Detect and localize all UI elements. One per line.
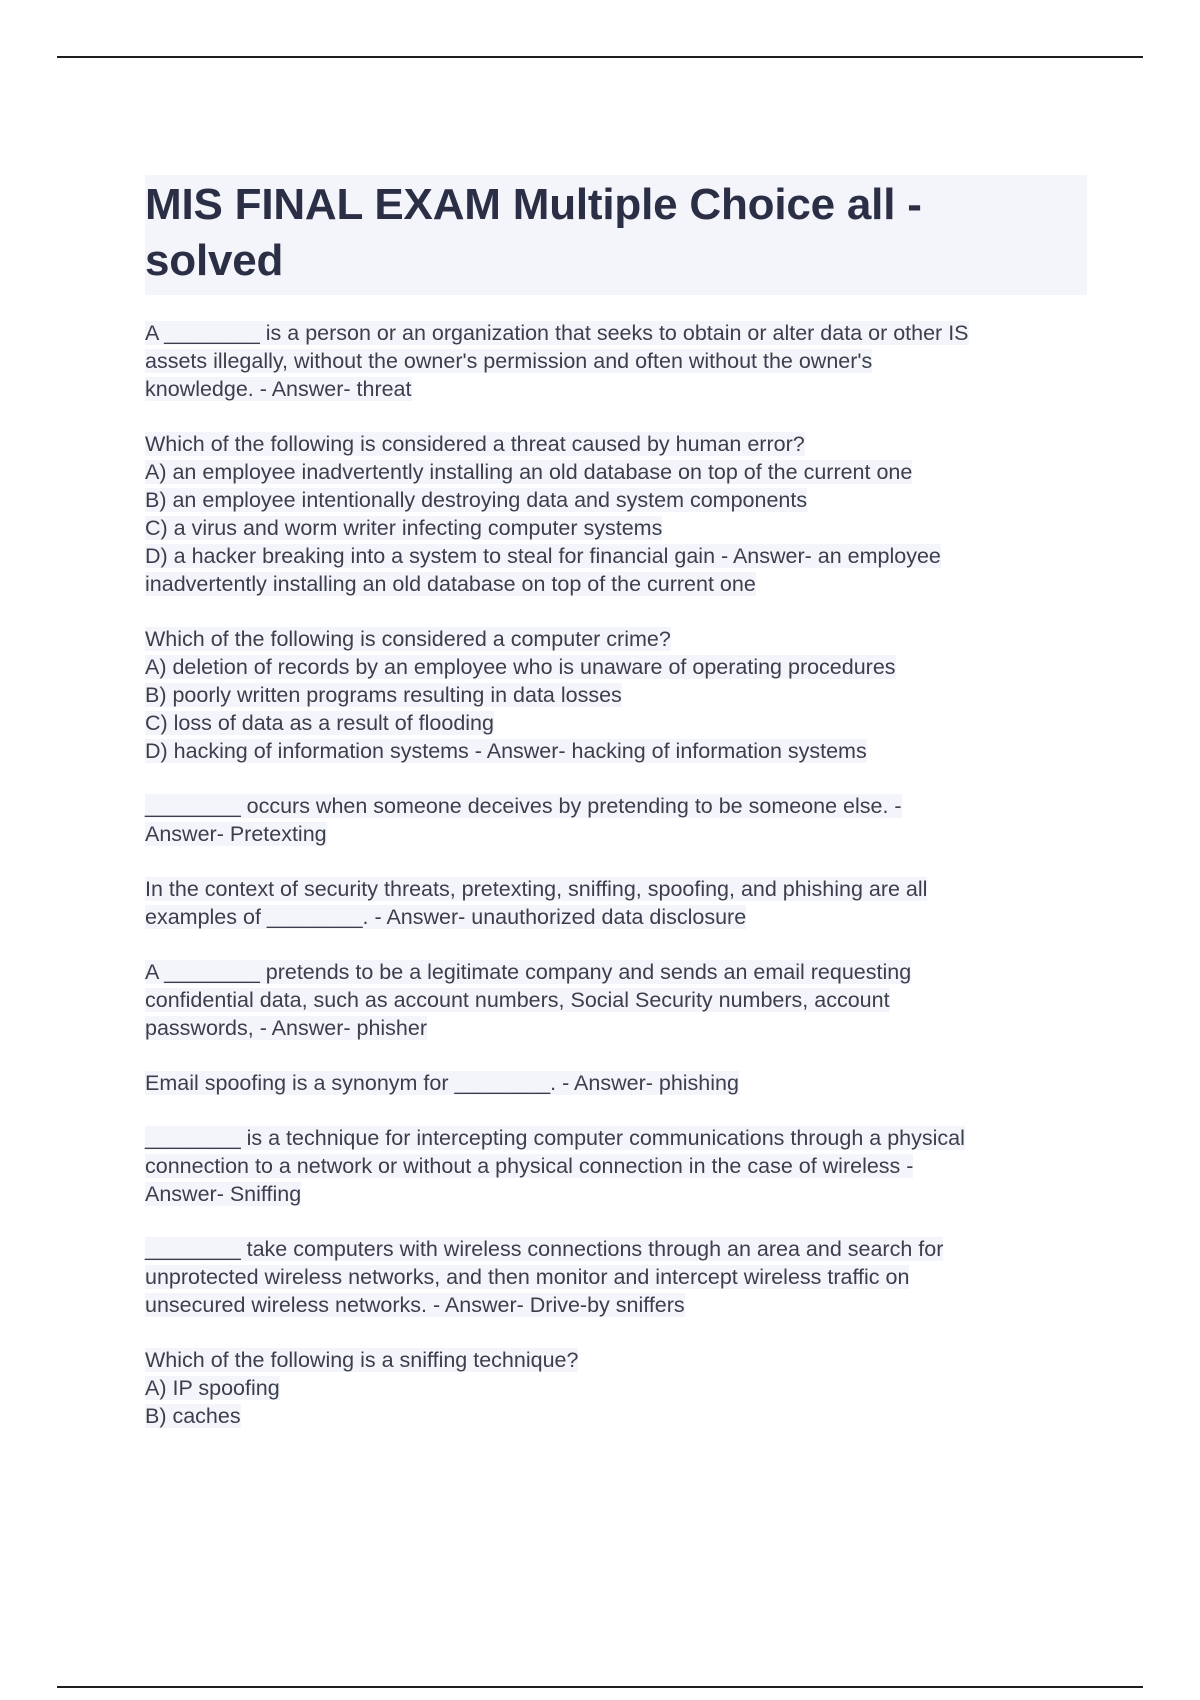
question-block <box>145 319 1087 403</box>
text-line: Which of the following is considered a computer crime? <box>145 627 671 651</box>
title-line: solved <box>145 236 284 285</box>
text-line: A) an employee inadvertently installing an old database on top of the current one <box>145 460 913 484</box>
text-line: Which of the following is a sniffing technique? <box>145 1348 579 1372</box>
text-line: A ________ pretends to be a legitimate company and sends an email requesting <box>145 960 912 984</box>
text-line: ________ take computers with wireless connections through an area and search for <box>145 1237 944 1261</box>
question-block <box>145 1069 1087 1097</box>
title-band <box>145 175 1087 295</box>
text-line: B) an employee intentionally destroying data and system components <box>145 488 808 512</box>
text-line: A) deletion of records by an employee who is unaware of operating procedures <box>145 655 896 679</box>
question-block <box>145 430 1087 598</box>
text-line: In the context of security threats, pretexting, sniffing, spoofing, and phishing are all <box>145 877 928 901</box>
question-block <box>145 958 1087 1042</box>
text-line: B) poorly written programs resulting in data losses <box>145 683 622 707</box>
text-line: ________ is a technique for intercepting computer communications through a physical <box>145 1126 965 1150</box>
text-line: unsecured wireless networks. - Answer- Drive-by sniffers <box>145 1293 685 1317</box>
text-line: passwords, - Answer- phisher <box>145 1016 427 1040</box>
text-line: connection to a network or without a physical connection in the case of wireless - <box>145 1154 914 1178</box>
text-line: Answer- Sniffing <box>145 1182 302 1206</box>
text-line: unprotected wireless networks, and then monitor and intercept wireless traffic on <box>145 1265 910 1289</box>
text-line: Which of the following is considered a threat caused by human error? <box>145 432 805 456</box>
question-block <box>145 1346 1087 1430</box>
text-line: ________ occurs when someone deceives by pretending to be someone else. - <box>145 794 902 818</box>
text-line: C) loss of data as a result of flooding <box>145 711 494 735</box>
question-block <box>145 1124 1087 1208</box>
header-rule <box>57 56 1143 58</box>
text-line: C) a virus and worm writer infecting computer systems <box>145 516 663 540</box>
footer-rule <box>57 1686 1143 1688</box>
question-block <box>145 625 1087 765</box>
text-line: confidential data, such as account numbers, Social Security numbers, account <box>145 988 890 1012</box>
question-block <box>145 792 1087 848</box>
text-line: knowledge. - Answer- threat <box>145 377 412 401</box>
text-line: assets illegally, without the owner's permission and often without the owner's <box>145 349 873 373</box>
text-line: A) IP spoofing <box>145 1376 280 1400</box>
text-line: B) caches <box>145 1404 241 1428</box>
text-line: D) hacking of information systems - Answer- hacking of information systems <box>145 739 867 763</box>
question-block <box>145 1235 1087 1319</box>
question-block <box>145 875 1087 931</box>
document-page <box>145 175 1087 1457</box>
text-line: Email spoofing is a synonym for ________. - Answer- phishing <box>145 1071 739 1095</box>
text-line: D) a hacker breaking into a system to steal for financial gain - Answer- an employee <box>145 544 941 568</box>
document-title <box>145 177 1087 289</box>
text-line: A ________ is a person or an organization that seeks to obtain or alter data or other IS <box>145 321 969 345</box>
text-line: Answer- Pretexting <box>145 822 327 846</box>
text-line: examples of ________. - Answer- unauthorized data disclosure <box>145 905 747 929</box>
text-line: inadvertently installing an old database on top of the current one <box>145 572 756 596</box>
title-line: MIS FINAL EXAM Multiple Choice all - <box>145 180 922 229</box>
